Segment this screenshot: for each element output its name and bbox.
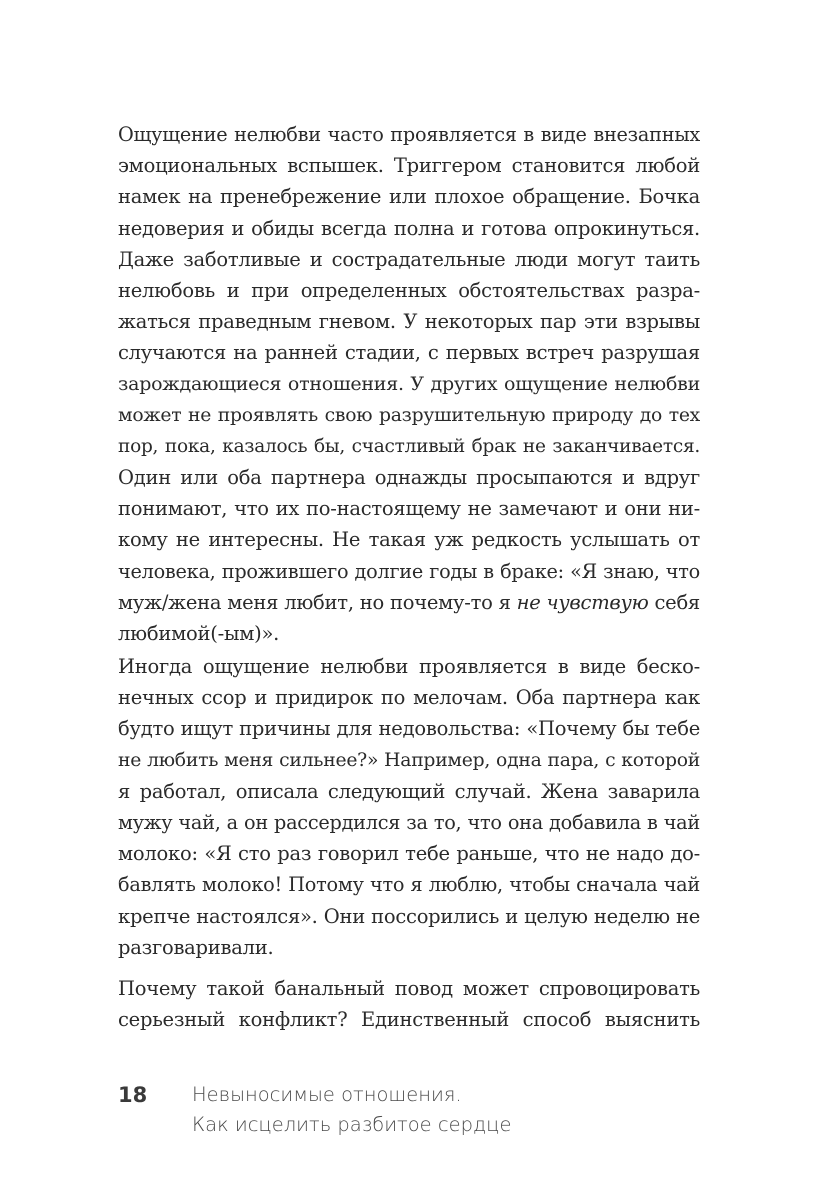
text-line: я работал, описала следующий случай. Жена заварила <box>118 779 700 803</box>
text-line: будто ищут причины для недовольства: «Почему бы тебе <box>118 717 700 741</box>
text-line: случаются на ранней стадии, с первых встреч разрушая <box>118 341 700 365</box>
paragraph-1 <box>118 119 700 649</box>
text-line: понимают, что их по-настоящему не замечают и они ни- <box>118 497 700 521</box>
running-title <box>192 1080 511 1140</box>
page-number: 18 <box>118 1083 148 1107</box>
text-line: нечных ссор и придирок по мелочам. Оба партнера как <box>118 686 700 710</box>
emphasis-text: не чувствую <box>516 590 649 614</box>
text-line: серьезный конфликт? Единственный способ выяснить <box>118 1008 700 1032</box>
text-line: недоверия и обиды всегда полна и готова опрокинуться. <box>118 216 700 240</box>
text-line: жаться праведным гневом. У некоторых пар эти взрывы <box>118 310 700 334</box>
text-line: Почему такой банальный повод может спровоцировать <box>118 977 700 1000</box>
text-line: пор, пока, казалось бы, счастливый брак не заканчивается. <box>118 435 700 457</box>
text-line: Даже заботливые и сострадательные люди могут таить <box>118 247 700 271</box>
text-fragment: муж/жена меня любит, но почему-то я <box>118 590 517 614</box>
text-line-with-emphasis <box>118 587 700 618</box>
text-line: разговаривали. <box>118 935 274 959</box>
text-line: намек на пренебрежение или плохое обращение. Бочка <box>118 185 700 209</box>
paragraph-2 <box>118 651 700 963</box>
text-line: может не проявлять свою разрушительную природу до тех <box>118 404 700 426</box>
text-line: эмоциональных вспышек. Триггером становится любой <box>118 154 700 178</box>
text-line: человека, прожившего долгие годы в браке: «Я знаю, что <box>118 559 700 583</box>
text-line: не любить меня сильнее?» Например, одна пара, с которой <box>118 749 700 771</box>
text-line: Ощущение нелюбви часто проявляется в виде внезапных <box>118 123 700 146</box>
text-line: Один или оба партнера однажды просыпаются и вдруг <box>118 466 700 490</box>
text-fragment: себя <box>648 590 700 614</box>
text-line: кому не интересны. Не такая уж редкость услышать от <box>118 528 700 552</box>
running-title-line-2: Как исцелить разбитое сердце <box>192 1113 512 1136</box>
text-line: зарождающиеся отношения. У других ощущение нелюбви <box>118 372 700 395</box>
paragraph-3 <box>118 973 700 1035</box>
text-line: крепче настоялся». Они поссорились и целую неделю не <box>118 904 700 928</box>
text-line: Иногда ощущение нелюбви проявляется в виде беско- <box>118 655 700 678</box>
text-line: мужу чай, а он рассердился за то, что она добавила в чай <box>118 810 700 834</box>
text-line: бавлять молоко! Потому что я люблю, чтобы сначала чай <box>118 873 700 897</box>
text-line: нелюбовь и при определенных обстоятельствах разра- <box>118 278 700 302</box>
running-title-line-1: Невыносимые отношения. <box>192 1083 462 1106</box>
text-line: любимой(-ым)». <box>118 622 280 645</box>
text-line: молоко: «Я сто раз говорил тебе раньше, что не надо до- <box>118 842 700 866</box>
